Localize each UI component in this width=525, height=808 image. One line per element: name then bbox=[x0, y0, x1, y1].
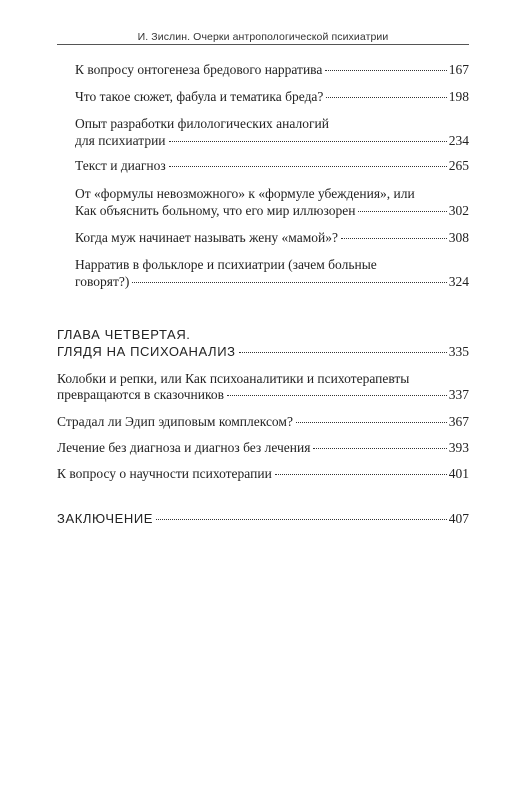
toc-entry-title-line2: говорят?) bbox=[75, 274, 130, 289]
toc-entry-title: Лечение без диагноза и диагноз без лечения bbox=[57, 440, 311, 455]
running-header: И. Зислин. Очерки антропологической психиатрии bbox=[137, 31, 389, 43]
toc-entry-title-line1[interactable]: Колобки и репки, или Как психоаналитики и психотерапевты bbox=[57, 371, 410, 386]
toc-entry-page: 265 bbox=[448, 158, 469, 173]
chapter-heading-line1[interactable]: ГЛАВА ЧЕТВЕРТАЯ. bbox=[57, 327, 191, 342]
toc-entry-page: 393 bbox=[448, 440, 469, 455]
chapter-heading[interactable] bbox=[57, 343, 469, 360]
toc-entry-page: 302 bbox=[448, 203, 469, 218]
dot-leader bbox=[275, 474, 447, 475]
toc-entry[interactable] bbox=[75, 273, 469, 290]
toc-entry-title: Когда муж начинает называть жену «мамой»? bbox=[75, 230, 339, 245]
toc-entry-title: К вопросу онтогенеза бредового нарратива bbox=[75, 62, 323, 77]
dot-leader bbox=[326, 97, 446, 98]
dot-leader bbox=[313, 448, 446, 449]
dot-leader bbox=[325, 70, 446, 71]
dot-leader bbox=[341, 238, 447, 239]
dot-leader bbox=[132, 282, 446, 283]
toc-entry-title-line1[interactable]: Нарратив в фольклоре и психиатрии (зачем больные bbox=[75, 257, 377, 272]
toc-entry-title: Страдал ли Эдип эдиповым комплексом? bbox=[57, 414, 293, 429]
toc-entry[interactable] bbox=[75, 157, 469, 174]
conclusion-page: 407 bbox=[448, 511, 469, 526]
toc-entry[interactable] bbox=[75, 61, 469, 78]
toc-entry-title-line2: для психиатрии bbox=[75, 133, 166, 148]
toc-entry[interactable] bbox=[57, 439, 469, 456]
header-divider bbox=[57, 44, 469, 45]
toc-entry[interactable] bbox=[75, 132, 469, 149]
dot-leader bbox=[358, 211, 446, 212]
conclusion-entry[interactable] bbox=[57, 510, 469, 527]
dot-leader bbox=[169, 166, 447, 167]
toc-entry-title-line1[interactable]: От «формулы невозможного» к «формуле убеждения», или bbox=[75, 186, 415, 201]
toc-entry-page: 367 bbox=[448, 414, 469, 429]
toc-entry-title: К вопросу о научности психотерапии bbox=[57, 466, 272, 481]
dot-leader bbox=[156, 519, 447, 520]
toc-entry[interactable] bbox=[57, 386, 469, 403]
toc-entry-title-line2: превращаются в сказочников bbox=[57, 387, 224, 402]
toc-entry-title-line2: Как объяснить больному, что его мир иллюзорен bbox=[75, 203, 356, 218]
toc-entry-title: Текст и диагноз bbox=[75, 158, 166, 173]
toc-entry[interactable] bbox=[75, 229, 469, 246]
toc-entry-page: 308 bbox=[448, 230, 469, 245]
toc-entry-title-line1[interactable]: Опыт разработки филологических аналогий bbox=[75, 116, 329, 131]
toc-entry[interactable] bbox=[57, 413, 469, 430]
toc-entry-page: 324 bbox=[448, 274, 469, 289]
dot-leader bbox=[169, 141, 447, 142]
dot-leader bbox=[227, 395, 447, 396]
chapter-heading-line2: ГЛЯДЯ НА ПСИХОАНАЛИЗ bbox=[57, 344, 236, 359]
toc-entry-page: 401 bbox=[448, 466, 469, 481]
toc-entry-title: Что такое сюжет, фабула и тематика бреда? bbox=[75, 89, 324, 104]
dot-leader bbox=[296, 422, 447, 423]
chapter-heading-page: 335 bbox=[448, 344, 469, 359]
toc-entry-page: 234 bbox=[448, 133, 469, 148]
toc-entry[interactable] bbox=[75, 202, 469, 219]
toc-entry[interactable] bbox=[75, 88, 469, 105]
toc-entry-page: 337 bbox=[448, 387, 469, 402]
conclusion-title: ЗАКЛЮЧЕНИЕ bbox=[57, 511, 154, 526]
toc-entry[interactable] bbox=[57, 465, 469, 482]
toc-entry-page: 167 bbox=[448, 62, 469, 77]
dot-leader bbox=[239, 352, 447, 353]
toc-entry-page: 198 bbox=[448, 89, 469, 104]
